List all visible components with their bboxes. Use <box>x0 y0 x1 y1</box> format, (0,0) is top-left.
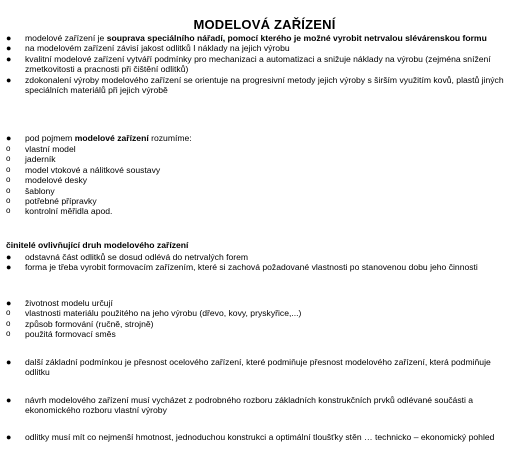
bullet-icon: ● <box>6 33 12 43</box>
bullet-icon: ● <box>6 133 12 143</box>
bullet-icon: ● <box>6 298 12 308</box>
list-item <box>0 252 529 262</box>
list-item-text: jaderník <box>25 154 56 165</box>
list-item <box>0 206 529 216</box>
circle-bullet-icon: o <box>6 164 11 174</box>
circle-bullet-icon: o <box>6 154 11 164</box>
list-item-text: zdokonalení výroby modelového zařízení se orientuje na progresivní metody jejich výroby s širším využitím kovů, plastů jiných speciálních materiálů při jejich výrobě <box>25 74 504 96</box>
page-title: MODELOVÁ ZAŘÍZENÍ <box>193 17 336 32</box>
list-item-text: šablony <box>25 185 55 196</box>
list-item <box>0 432 529 442</box>
circle-bullet-icon: o <box>6 308 11 318</box>
list-item-text: kvalitní modelové zařízení vytváří podmínky pro mechanizaci a automatizaci a snižuje náklady na výrobu (zejména snížení zmetkovitosti a pracnosti při čištění odlitků) <box>25 53 491 75</box>
list-item-text: životnost modelu určují <box>25 298 113 308</box>
list-item-text: model vtokové a nálitkové soustavy <box>25 164 161 175</box>
circle-bullet-icon: o <box>6 318 11 328</box>
list-item-text: použitá formovací směs <box>25 329 116 340</box>
circle-bullet-icon: o <box>6 144 11 153</box>
list-item-text: vlastnosti materiálu použitého na jeho výrobu (dřevo, kovy, pryskyřice,...) <box>25 308 302 319</box>
list-item-text: forma je třeba vyrobit formovacím zařízením, které si zachová požadované vlastnosti po stanovenou dobu jeho činnosti <box>25 262 478 273</box>
list-item-text: vlastní model <box>25 144 76 154</box>
bullet-icon: ● <box>6 262 12 273</box>
list-item <box>0 357 529 378</box>
list-item <box>0 308 529 318</box>
bullet-icon: ● <box>6 432 12 442</box>
list-item-bold-text: souprava speciálního nářadí, pomocí kterého je možné vyrobit netrvalou slévárenskou formu <box>106 33 487 43</box>
list-item <box>0 165 529 175</box>
list-item-text: způsob formování (ručně, strojně) <box>25 318 154 329</box>
list-item <box>0 133 529 143</box>
list-item <box>0 196 529 206</box>
list-item <box>0 54 529 75</box>
circle-bullet-icon: o <box>6 185 11 195</box>
intro-list <box>0 33 529 95</box>
circle-bullet-icon: o <box>6 196 11 206</box>
section-heading: činitelé ovlivňující druh modelového zařízení <box>6 240 189 250</box>
bullet-icon: ● <box>6 43 12 54</box>
concept-intro <box>0 133 529 143</box>
list-item-text: odstavná část odlitků se dosud odlévá do netrvalých forem <box>25 252 249 262</box>
list-item-text: další základní podmínkou je přesnost ocelového zařízení, které podmiňuje přesnost modelového zařízení, která podmiňuje odlitku <box>25 357 491 378</box>
circle-bullet-icon: o <box>6 329 11 339</box>
list-item-text: kontrolní měřidla apod. <box>25 206 113 217</box>
circle-bullet-icon: o <box>6 206 11 216</box>
list-item <box>0 319 529 329</box>
list-item <box>0 144 529 154</box>
bullet-icon: ● <box>6 53 12 64</box>
list-item-bold-text: modelové zařízení <box>74 133 149 143</box>
design-list-2 <box>0 395 529 416</box>
list-item-text: modelové desky <box>25 175 88 186</box>
list-item-text: potřebné přípravky <box>25 196 97 207</box>
lifetime-list <box>0 298 529 340</box>
concept-list <box>0 144 529 217</box>
list-item <box>0 186 529 196</box>
list-item-text: pod pojmem <box>25 133 75 143</box>
list-item-text: návrh modelového zařízení musí vycházet z podrobného rozboru základních konstrukčních prvků odlévané součásti a ekonomického rozboru vlastní výroby <box>25 395 474 416</box>
list-item <box>0 298 529 308</box>
list-item <box>0 75 529 96</box>
list-item-text: na modelovém zařízení závisí jakost odlitků I náklady na jejich výrobu <box>25 43 290 54</box>
design-list-1 <box>0 357 529 378</box>
circle-bullet-icon: o <box>6 175 11 185</box>
list-item <box>0 33 529 43</box>
list-item-text: rozumíme: <box>148 133 192 143</box>
factors-list <box>0 252 529 273</box>
bullet-icon: ● <box>6 395 12 405</box>
list-item <box>0 329 529 339</box>
list-item <box>0 262 529 272</box>
bullet-icon: ● <box>6 357 12 367</box>
bullet-icon: ● <box>6 252 12 262</box>
bullet-icon: ● <box>6 74 12 85</box>
list-item-text: modelové zařízení je <box>25 33 107 43</box>
list-item <box>0 395 529 416</box>
list-item-text: odlitky musí mít co nejmenší hmotnost, jednoduchou konstrukci a optimální tloušťky stěn … technicko – ekonomický pohled <box>25 432 495 442</box>
list-item <box>0 43 529 53</box>
design-list-3 <box>0 432 529 442</box>
list-item <box>0 175 529 185</box>
list-item <box>0 154 529 164</box>
